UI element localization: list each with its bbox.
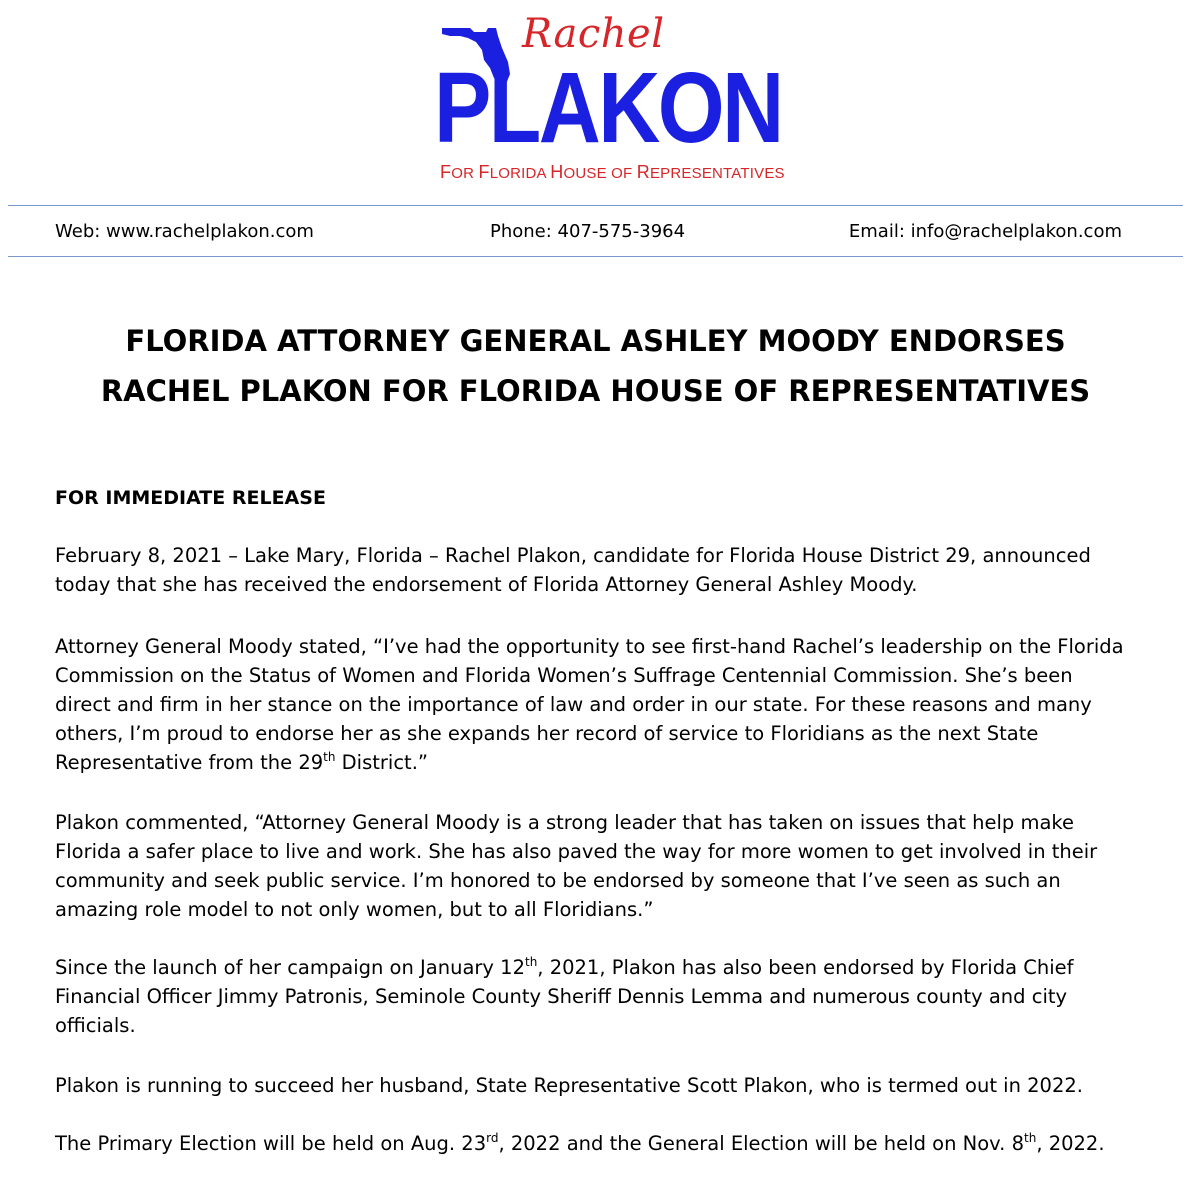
release-label: FOR IMMEDIATE RELEASE (55, 487, 326, 509)
paragraph-announcement (55, 541, 1165, 599)
contact-email[interactable]: Email: info@rachelplakon.com (848, 221, 1122, 242)
paragraph-moody-quote (55, 632, 1165, 777)
headline-line: FLORIDA ATTORNEY GENERAL ASHLEY MOODY ENDORSES (125, 324, 1066, 358)
logo-tagline-part: LORIDA (489, 165, 551, 182)
contact-divider-bottom (8, 256, 1183, 257)
paragraph-succession (55, 1071, 1165, 1100)
logo-tagline-part: R (636, 162, 650, 182)
paragraph-line: Florida a safer place to live and work. She has also paved the way for more women to get involved in their (55, 840, 1098, 863)
paragraph-line: officials. (55, 1014, 136, 1037)
paragraph-line: direct and firm in her stance on the importance of law and order in our state. For these reasons and many (55, 693, 1092, 716)
paragraph-line: Financial Officer Jimmy Patronis, Seminole County Sheriff Dennis Lemma and numerous county and city (55, 985, 1068, 1008)
ordinal-suffix: th (323, 750, 336, 764)
press-release-headline (0, 316, 1191, 416)
paragraph-line: February 8, 2021 – Lake Mary, Florida – Rachel Plakon, candidate for Florida House District 29, announced (55, 544, 1091, 567)
text-run: , 2022 and the General Election will be held on Nov. 8 (498, 1132, 1024, 1155)
text-run: The Primary Election will be held on Aug. 23 (55, 1132, 487, 1155)
contact-divider-top (8, 205, 1183, 206)
logo-last-name: PLAKON (434, 52, 782, 164)
paragraph-line: Plakon commented, “Attorney General Moody is a strong leader that has taken on issues that help make (55, 811, 1075, 834)
contact-phone: Phone: 407-575-3964 (490, 221, 686, 242)
logo-first-name: Rachel (522, 11, 665, 57)
text-run: , 2022. (1036, 1132, 1105, 1155)
paragraph-line: amazing role model to not only women, but to all Floridians.” (55, 898, 654, 921)
paragraph-other-endorsements (55, 953, 1165, 1040)
text-run: , 2021, Plakon has also been endorsed by Florida Chief (537, 956, 1074, 979)
logo-tagline-part: EPRESENTATIVES (649, 165, 785, 182)
logo-tagline-part: OUSE OF (563, 165, 637, 182)
ordinal-suffix: th (524, 955, 538, 969)
paragraph-line (55, 953, 1165, 982)
text-run: Representative from the 29 (55, 751, 324, 774)
text-run: Since the launch of her campaign on January 12 (55, 956, 525, 979)
paragraph-line (55, 1129, 1165, 1158)
logo-tagline-part: H (550, 162, 564, 182)
contact-web[interactable]: Web: www.rachelplakon.com (55, 221, 314, 242)
paragraph-line: others, I’m proud to endorse her as she expands her record of service to Floridians as the next State (55, 722, 1039, 745)
paragraph-election-dates (55, 1129, 1165, 1158)
logo-tagline-part: F (440, 162, 452, 182)
logo-tagline-part: F (478, 162, 490, 182)
paragraph-line (55, 748, 1165, 777)
ordinal-suffix: th (1024, 1131, 1037, 1145)
paragraph-line: Plakon is running to succeed her husband, State Representative Scott Plakon, who is termed out in 2022. (55, 1074, 1083, 1097)
headline-line: RACHEL PLAKON FOR FLORIDA HOUSE OF REPRESENTATIVES (100, 374, 1091, 408)
logo-tagline-part: OR (451, 165, 479, 182)
paragraph-line: Commission on the Status of Women and Florida Women’s Suffrage Centennial Commission. She’s been (55, 664, 1073, 687)
ordinal-suffix: rd (486, 1131, 499, 1145)
logo-tagline (440, 162, 785, 183)
campaign-logo (0, 0, 1191, 200)
paragraph-line: today that she has received the endorsement of Florida Attorney General Ashley Moody. (55, 573, 918, 596)
paragraph-line: Attorney General Moody stated, “I’ve had the opportunity to see first-hand Rachel’s leadership on the Florida (55, 635, 1124, 658)
paragraph-line: community and seek public service. I’m honored to be endorsed by someone that I’ve seen as such an (55, 869, 1061, 892)
text-run: District.” (335, 751, 428, 774)
paragraph-plakon-quote (55, 808, 1165, 924)
